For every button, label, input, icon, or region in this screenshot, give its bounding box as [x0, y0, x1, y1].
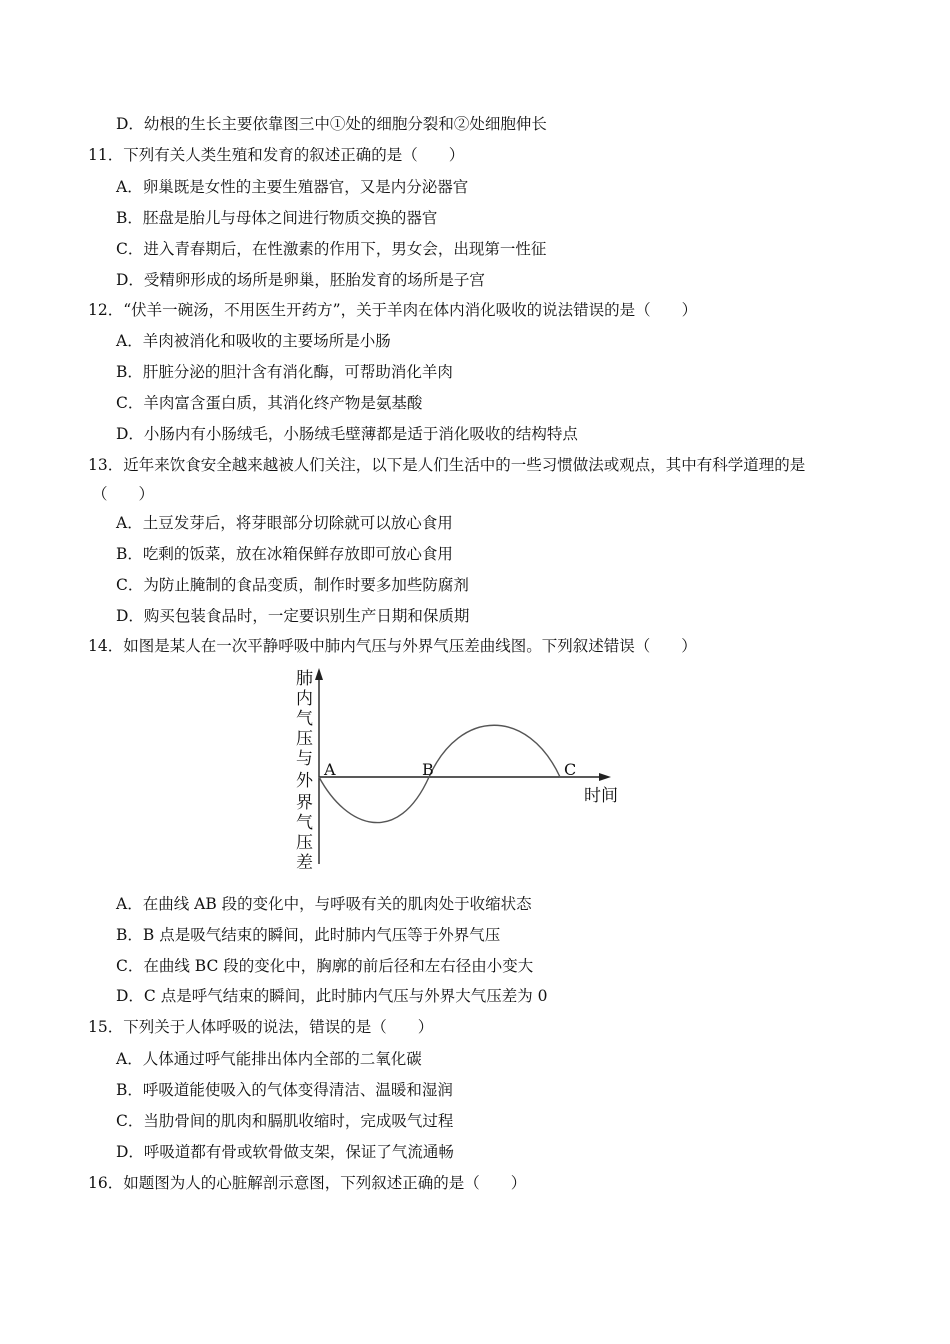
y-label-char: 气 — [296, 813, 313, 833]
question-13: 13．近年来饮食安全越来越被人们关注，以下是人们生活中的一些习惯做法或观点，其中有科学道理的是 — [88, 456, 806, 474]
pressure-difference-graph — [280, 664, 640, 874]
question-16: 16．如题图为人的心脏解剖示意图，下列叙述正确的是（ ） — [88, 1174, 527, 1192]
option-12-d: D．小肠内有小肠绒毛，小肠绒毛壁薄都是适于消化吸收的结构特点 — [116, 425, 578, 443]
point-c-label: C — [564, 760, 577, 779]
option-13-a: A．土豆发芽后，将芽眼部分切除就可以放心食用 — [116, 514, 453, 532]
option-15-d: D．呼吸道都有骨或软骨做支架，保证了气流通畅 — [116, 1143, 454, 1161]
y-label-char: 界 — [296, 793, 313, 813]
option-11-b: B．胚盘是胎儿与母体之间进行物质交换的器官 — [116, 209, 438, 227]
option-15-c: C．当肋骨间的肌肉和膈肌收缩时，完成吸气过程 — [116, 1112, 454, 1130]
point-a-label: A — [324, 760, 336, 779]
option-12-b: B．肝脏分泌的胆汁含有消化酶，可帮助消化羊肉 — [116, 363, 453, 381]
y-label-char: 与 — [296, 749, 313, 769]
x-axis-label: 时间 — [584, 786, 618, 806]
option-14-c: C．在曲线 BC 段的变化中，胸廓的前后径和左右径由小变大 — [116, 957, 534, 975]
question-11: 11．下列有关人类生殖和发育的叙述正确的是（ ） — [88, 146, 465, 164]
question-13-continuation: （ ） — [92, 485, 155, 503]
option-15-b: B．呼吸道能使吸入的气体变得清洁、温暖和湿润 — [116, 1081, 453, 1099]
point-b-label: B — [422, 760, 434, 779]
y-label-char: 肺 — [296, 669, 313, 689]
y-label-char: 内 — [296, 689, 313, 709]
option-12-a: A．羊肉被消化和吸收的主要场所是小肠 — [116, 332, 391, 350]
option-14-a: A．在曲线 AB 段的变化中，与呼吸有关的肌肉处于收缩状态 — [116, 895, 532, 913]
question-12: 12．“伏羊一碗汤，不用医生开药方”，关于羊肉在体内消化吸收的说法错误的是（ ） — [88, 301, 698, 319]
option-11-a: A．卵巢既是女性的主要生殖器官，又是内分泌器官 — [116, 178, 469, 196]
x-axis-arrow — [599, 773, 611, 781]
y-label-char: 气 — [296, 709, 313, 729]
y-axis-label — [296, 669, 314, 873]
y-axis-arrow — [315, 668, 323, 680]
y-label-char: 压 — [296, 729, 313, 749]
pressure-curve — [319, 725, 560, 822]
option-12-c: C．羊肉富含蛋白质，其消化终产物是氨基酸 — [116, 394, 423, 412]
y-label-char: 压 — [296, 833, 313, 853]
question-15: 15．下列关于人体呼吸的说法，错误的是（ ） — [88, 1018, 434, 1036]
option-15-a: A．人体通过呼气能排出体内全部的二氧化碳 — [116, 1050, 422, 1068]
y-label-char: 差 — [296, 853, 313, 873]
y-label-char: 外 — [296, 771, 313, 791]
question-14: 14．如图是某人在一次平静呼吸中肺内气压与外界气压差曲线图。下列叙述错误（ ） — [88, 637, 697, 655]
option-13-c: C．为防止腌制的食品变质，制作时要多加些防腐剂 — [116, 576, 469, 594]
option-14-d: D．C 点是呼气结束的瞬间，此时肺内气压与外界大气压差为 0 — [116, 987, 548, 1005]
option-10-d: D．幼根的生长主要依靠图三中①处的细胞分裂和②处细胞伸长 — [116, 115, 547, 133]
option-13-b: B．吃剩的饭菜，放在冰箱保鲜存放即可放心食用 — [116, 545, 453, 563]
option-13-d: D．购买包装食品时，一定要识别生产日期和保质期 — [116, 607, 470, 625]
option-11-c: C．进入青春期后，在性激素的作用下，男女会，出现第一性征 — [116, 240, 547, 258]
option-11-d: D．受精卵形成的场所是卵巢，胚胎发育的场所是子宫 — [116, 271, 485, 289]
option-14-b: B．B 点是吸气结束的瞬间，此时肺内气压等于外界气压 — [116, 926, 501, 944]
